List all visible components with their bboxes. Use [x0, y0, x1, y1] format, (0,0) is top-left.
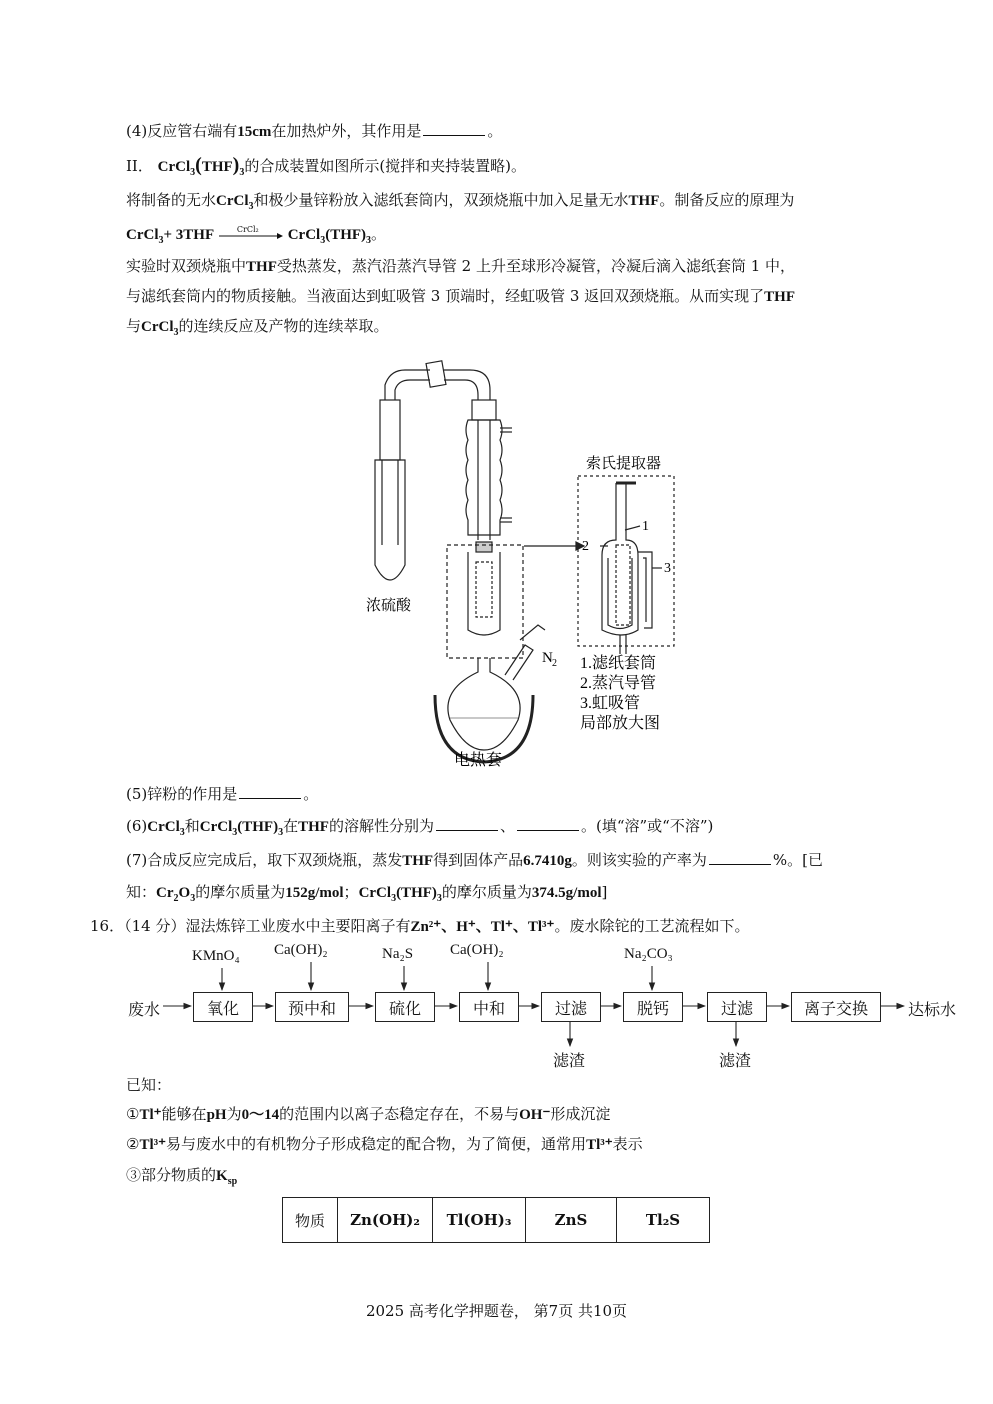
known-heading: 已知：: [126, 1076, 172, 1094]
reaction-arrow: CrCl₂: [219, 228, 283, 242]
table-header-cell: Tl(OH)₃: [433, 1198, 526, 1243]
known-1: ①Tl⁺能够在pH为0～14的范围内以离子态稳定存在，不易与OH⁻形成沉淀: [126, 1105, 611, 1123]
step-pre-neutralize: 预中和: [275, 992, 349, 1022]
step-ion-exchange: 离子交换: [791, 992, 881, 1022]
reagent-caoh2-1: Ca(OH)₂: [274, 942, 328, 958]
legend-item-4: 局部放大图: [580, 715, 661, 732]
label-1: 1: [642, 519, 649, 534]
step-filter-1: 过滤: [541, 992, 601, 1022]
known-3: ③部分物质的$K_{sp}$: [126, 1166, 238, 1187]
reaction-equation: CrCl$_3$+ 3THF CrCl₂ $CrCl_3(THF)_3$。: [126, 225, 387, 246]
question-16: 16．（14 分）湿法炼锌工业废水中主要阳离子有Zn²⁺、H⁺、Tl⁺、Tl³⁺。废水除铊的工艺流程如下。: [90, 917, 750, 935]
reagent-na2s: Na₂S: [382, 946, 414, 962]
table-header-cell: Tl₂S: [617, 1198, 710, 1243]
question-5: (5)锌粉的作用是 。: [126, 785, 319, 803]
soxhlet-title: 索氏提取器: [586, 456, 662, 472]
step-filter-2: 过滤: [707, 992, 767, 1022]
heater-label: 电热套: [454, 752, 503, 769]
reagent-kmno4: KMnO₄: [192, 948, 240, 964]
paragraph-process-1: 实验时双颈烧瓶中THF受热蒸发，蒸汽沿蒸汽导管 2 上升至球形冷凝管，冷凝后滴入滤纸套筒 1 中，: [126, 257, 796, 275]
paragraph-process-3: 与CrCl$_3$的连续反应及产物的连续萃取。: [126, 317, 389, 338]
known-2: ②Tl³⁺易与废水中的有机物分子形成稳定的配合物，为了简便，通常用Tl³⁺表示: [126, 1135, 643, 1153]
question-4: (4)反应管右端有15cm在加热炉外，其作用是 。: [126, 122, 503, 140]
question-7: (7)合成反应完成后，取下双颈烧瓶，蒸发THF得到固体产品6.7410g。则该实验的产率为 %。[已: [126, 851, 823, 869]
paragraph-setup: 将制备的无水CrCl$_3$和极少量锌粉放入滤纸套筒内，双颈烧瓶中加入足量无水THF。制备反应的原理为: [126, 191, 795, 212]
step-sulfidation: 硫化: [375, 992, 435, 1022]
reagent-na2co3: Na₂CO₃: [624, 946, 673, 962]
table-row: [283, 1198, 710, 1243]
legend-item-1: 1.滤纸套筒: [580, 655, 657, 672]
paragraph-process-2: 与滤纸套筒内的物质接触。当液面达到虹吸管 3 顶端时，经虹吸管 3 返回双颈烧瓶。从而实现了THF: [126, 287, 796, 305]
flow-end: 达标水: [908, 1002, 957, 1019]
step-neutralize: 中和: [459, 992, 519, 1022]
label-2: 2: [582, 539, 589, 554]
question-7-given: 知：$Cr_2O_3$的摩尔质量为152g/mol；$CrCl_3(THF)_3$的摩尔质量为374.5g/mol]: [126, 883, 608, 904]
table-header-cell: ZnS: [526, 1198, 617, 1243]
section-2-heading: II． $CrCl_3(THF)_3$的合成装置如图所示(搅拌和夹持装置略)。: [126, 154, 527, 178]
acid-label: 浓硫酸: [366, 598, 412, 614]
table-header-cell: 物质: [283, 1198, 338, 1243]
nitrogen-label: N: [542, 650, 553, 666]
ksp-table: [282, 1197, 710, 1243]
legend-item-3: 3.虹吸管: [580, 695, 641, 712]
nitrogen-subscript: 2: [552, 658, 557, 669]
table-header-cell: Zn(OH)₂: [338, 1198, 433, 1243]
step-oxidation: 氧化: [193, 992, 253, 1022]
flow-start: 废水: [128, 1002, 161, 1019]
page-footer: 2025 高考化学押题卷， 第7页 共10页: [365, 1302, 628, 1320]
label-3: 3: [664, 561, 671, 576]
residue-1: 滤渣: [553, 1053, 586, 1070]
legend-item-2: 2.蒸汽导管: [580, 675, 657, 692]
step-decalcify: 脱钙: [623, 992, 683, 1022]
residue-2: 滤渣: [719, 1053, 752, 1070]
question-6: (6)CrCl$_3$和$CrCl_3(THF)_3$在THF的溶解性分别为 、 。(填“溶”或“不溶”): [126, 817, 714, 838]
reagent-caoh2-2: Ca(OH)₂: [450, 942, 504, 958]
